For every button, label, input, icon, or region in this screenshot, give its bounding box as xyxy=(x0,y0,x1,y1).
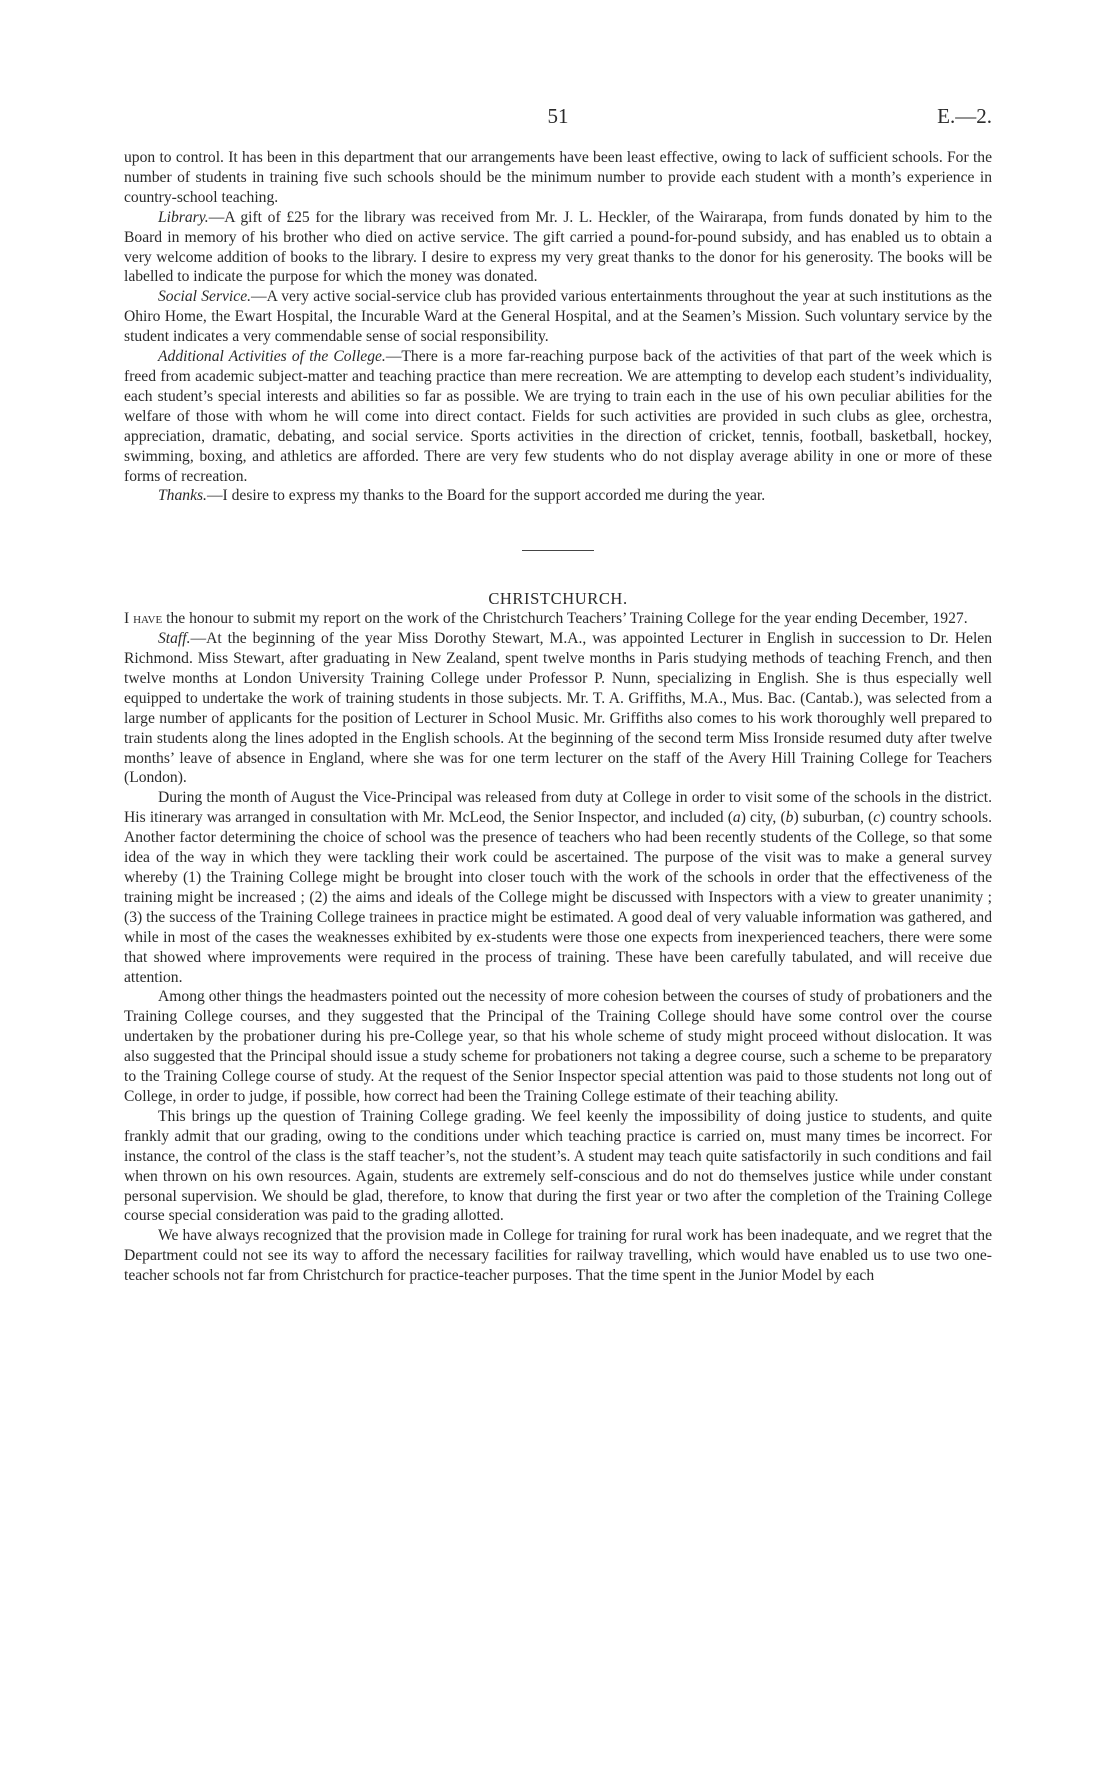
vp-letter-a: a xyxy=(732,809,741,827)
paragraph-opening xyxy=(124,609,992,629)
thanks-text: —I desire to express my thanks to the Board for the support accorded me during the year. xyxy=(206,487,766,505)
vp-text-2: ) city, ( xyxy=(740,809,786,827)
paragraph-thanks xyxy=(124,486,992,506)
section-divider xyxy=(522,550,594,551)
paragraph-grading: This brings up the question of Training College grading. We feel keenly the impossibility of doing justice to students, and quite frankly admit that our grading, owing to the conditions under which teaching practice is carried on, must many times be incorrect. For instance, the control of the class is the staff teacher’s, not the student’s. A student may teach quite satisfactorily in such conditions and fail when thrown on his own resources. Again, students are extremely self-conscious and do not do themselves justice while under constant personal supervision. We should be glad, therefore, to know that during the first year or two after the completion of the Training College course special consideration was paid to the grading allotted. xyxy=(124,1107,992,1225)
vp-letter-b: b xyxy=(785,809,794,827)
page-header xyxy=(124,104,992,134)
paragraph-social-service xyxy=(124,287,992,347)
paragraph-headmasters: Among other things the headmasters pointed out the necessity of more cohesion between the courses of study of probationers and the Training College courses, and they suggested that the Principal of the Training College should have some control over the course undertaken by the probationer during his pre-College year, so that his whole scheme of study might proceed without dislocation. It was also suggested that the Principal should issue a study scheme for probationers not taking a degree course, such a scheme to be preparatory to the Training College course of study. At the request of the Senior Inspector special attention was paid to those students not long out of College, in order to judge, if possible, how correct had been the Training College estimate of their teaching ability. xyxy=(124,988,992,1105)
report-code: E.—2. xyxy=(937,104,992,128)
social-service-text: —A very active social-service club has provided various entertainments throughout the year at such institutions as the Ohiro Home, the Ewart Hospital, the Incurable Ward at the General Hospital, and at the Seamen’s Mission. Such voluntary service by the student indicates a very commendable sense of social responsibility. xyxy=(124,288,992,346)
paragraph-library xyxy=(124,208,992,288)
paragraph-additional-activities xyxy=(124,347,992,486)
vp-text-1: During the month of August the Vice-Principal was released from duty at College in order to visit some of the schools in the district. His itinerary was arranged in consultation with Mr. McLeod, the Senior Inspector, and included ( xyxy=(124,789,992,827)
staff-heading: Staff. xyxy=(158,630,191,648)
staff-text: —At the beginning of the year Miss Dorothy Stewart, M.A., was appointed Lecturer in English in succession to Dr. Helen Richmond. Miss Stewart, after graduating in New Zealand, spent twelve months in Paris studying methods of teaching French, and then twelve months at London University Training College under Professor P. Nunn, specializing in English. She is thus especially well equipped to undertake the work of training students in those subjects. Mr. T. A. Griffiths, M.A., Mus. Bac. (Cantab.), was selected from a large number of applicants for the position of Lecturer in School Music. Mr. Griffiths also comes to his work thoroughly well prepared to train students along the lines adopted in the English schools. At the beginning of the second term Miss Ironside resumed duty after twelve months’ leave of absence in England, where she was for one term lecturer on the staff of the Avery Hill Training College for Teachers (London). xyxy=(124,630,992,787)
additional-activities-text: —There is a more far-reaching purpose back of the activities of that part of the week which is freed from academic subject-matter and teaching practice than mere recreation. We are attempting to develop each student’s individuality, each student’s special interests and abilities so far as possible. We are trying to train each in the use of his own peculiar abilities for the welfare of those with whom he will come into direct contact. Fields for such activities are provided in such clubs as glee, orchestra, appreciation, dramatic, debating, and social service. Sports activities in the direction of cricket, tennis, football, basketball, hockey, swimming, boxing, and athletics are afforded. There are very few students who do not display average ability in one or more of these forms of recreation. xyxy=(124,348,992,485)
section-title-christchurch: CHRISTCHURCH. xyxy=(488,589,628,609)
vp-letter-c: c xyxy=(873,809,881,827)
page-number: 51 xyxy=(547,104,569,128)
social-service-heading: Social Service. xyxy=(158,288,252,306)
opening-text: the honour to submit my report on the work of the Christchurch Teachers’ Training College for the year ending December, 1927. xyxy=(162,610,968,628)
opening-smallcaps: I have xyxy=(124,610,163,628)
vp-text-4: ) country schools. Another factor determining the choice of school was the presence of teachers who had been recently students of the College, so that some idea of the way in which they were tackling their work could be ascertained. The purpose of the visit was to make a general survey whereby (1) the Training College might be brought into closer touch with the work of the schools in order that the effectiveness of the training might be increased ; (2) the aims and ideals of the College might be discussed with Inspectors with a view to greater unanimity ; (3) the success of the Training College trainees in practice might be estimated. A good deal of very valuable information was gathered, and while in most of the cases the weaknesses exhibited by ex-students were those one expects from inexperienced teachers, there were some that showed where improvements were required in the process of training. These have been carefully tabulated, and will receive due attention. xyxy=(124,809,993,986)
library-heading: Library. xyxy=(158,208,209,226)
paragraph-rural: We have always recognized that the provision made in College for training for rural work has been inadequate, and we regret that the Department could not see its way to afford the necessary facilities for railway travelling, which would have enabled us to use two one-teacher schools not far from Christchurch for practice-teacher purposes. That the time spent in the Junior Model by each xyxy=(124,1227,992,1285)
library-text: —A gift of £25 for the library was received from Mr. J. L. Heckler, of the Wairarapa, from funds donated by him to the Board in memory of his brother who died on active service. The gift carried a pound-for-pound subsidy, and has enabled us to obtain a very welcome addition of books to the library. I desire to express my very great thanks to the donor for his generosity. The books will be labelled to indicate the purpose for which the money was donated. xyxy=(124,208,992,286)
additional-activities-heading: Additional Activities of the College. xyxy=(158,348,386,366)
paragraph-staff xyxy=(124,629,992,788)
paragraph-continuation: upon to control. It has been in this department that our arrangements have been least effective, owing to lack of sufficient schools. For the number of students in training five such schools should be the minimum number to provide each student with a month’s experience in country-school teaching. xyxy=(124,149,992,206)
thanks-heading: Thanks. xyxy=(158,487,207,505)
paragraph-vice-principal xyxy=(124,788,992,987)
vp-text-3: ) suburban, ( xyxy=(793,809,874,827)
document-body xyxy=(124,148,992,1286)
